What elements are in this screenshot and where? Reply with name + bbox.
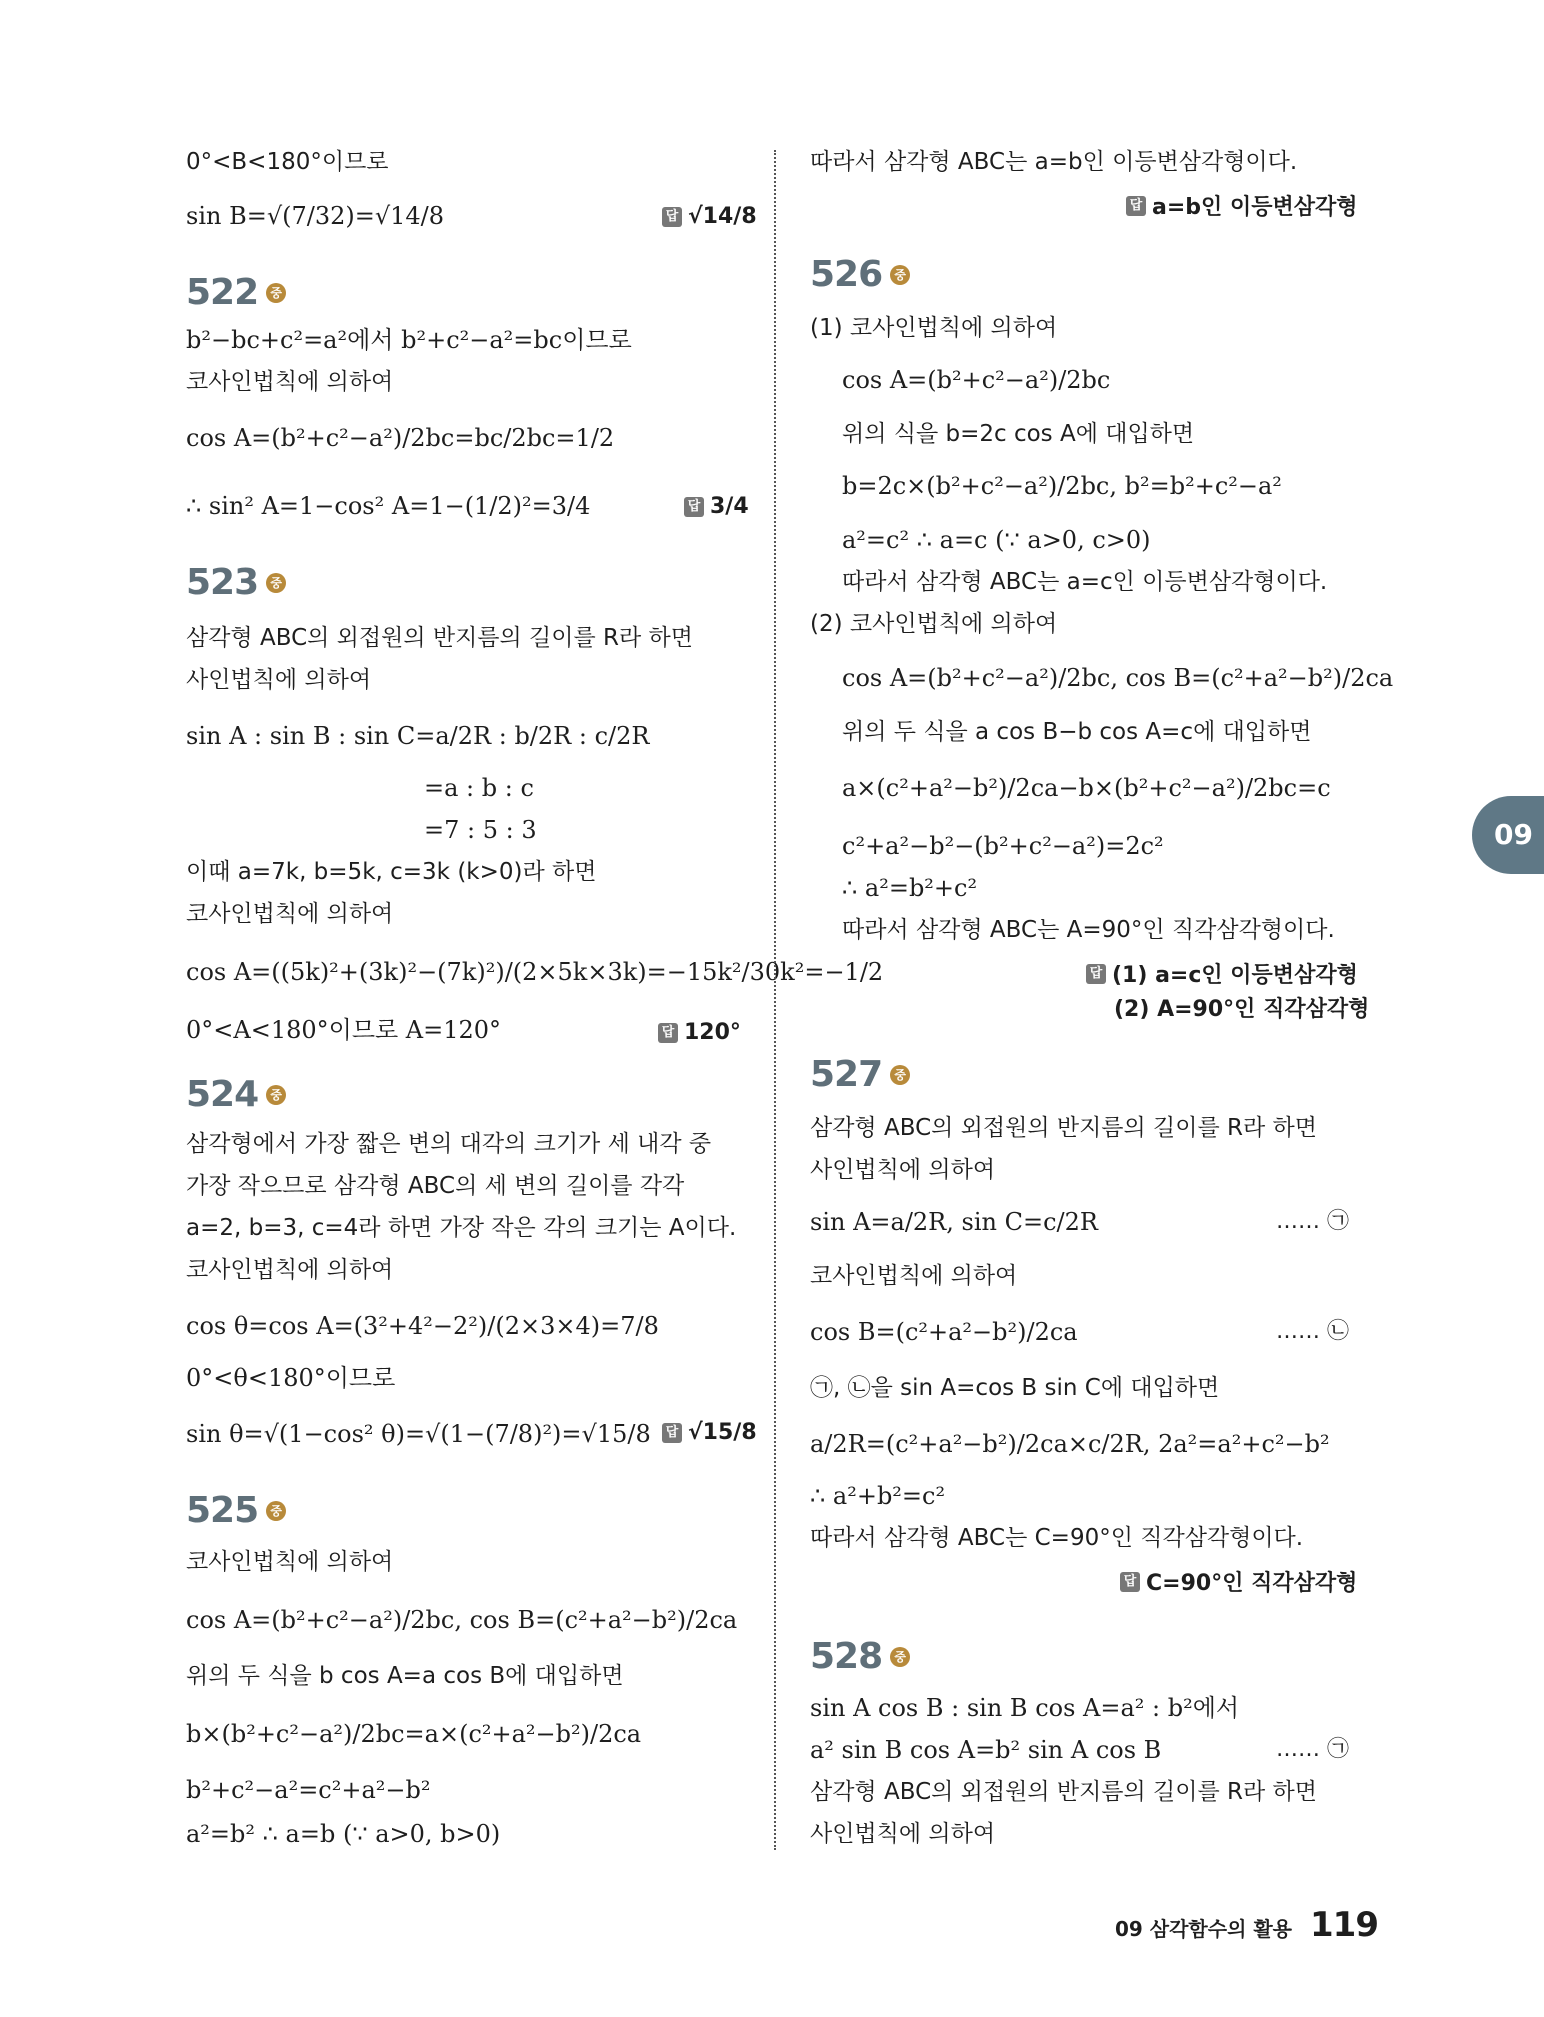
problem-number: 526 [810,254,883,295]
math-line: =7 : 5 : 3 [424,816,537,844]
answer-mark-icon: 답 [684,497,704,517]
math-line: a/2R=(c²+a²−b²)/2ca×c/2R, 2a²=a²+c²−b² [810,1430,1330,1458]
answer-text: √15/8 [688,1420,757,1445]
text-line: 사인법칙에 의하여 [810,1821,996,1847]
answer [1086,958,1358,989]
answer [1126,190,1357,221]
difficulty-badge: 중 [890,1647,910,1667]
problem-number: 527 [810,1054,883,1095]
answer-text: C=90°인 직각삼각형 [1146,1571,1358,1596]
text-line: 코사인법칙에 의하여 [186,1549,394,1575]
problem-header-526 [810,254,910,295]
equation-tag: …… ㉡ [1276,1319,1349,1344]
problem-header-524 [186,1074,286,1115]
answer [662,204,757,229]
chapter-title: 09 삼각함수의 활용 [1115,1917,1292,1941]
math-line: cos A=(b²+c²−a²)/2bc, cos B=(c²+a²−b²)/2ca [186,1606,738,1634]
problem-header-527 [810,1054,910,1095]
math-line: cos A=(b²+c²−a²)/2bc [842,366,1111,394]
text-line: 위의 두 식을 b cos A=a cos B에 대입하면 [186,1663,624,1689]
math-line: =a : b : c [424,774,534,802]
math-line: b=2c×(b²+c²−a²)/2bc, b²=b²+c²−a² [842,472,1282,500]
problem-header-525 [186,1490,286,1531]
math-line: a²=c² ∴ a=c (∵ a>0, c>0) [842,526,1151,554]
difficulty-badge: 중 [890,265,910,285]
text-line: 삼각형에서 가장 짧은 변의 대각의 크기가 세 내각 중 [186,1131,712,1157]
text-line: 따라서 삼각형 ABC는 a=c인 이등변삼각형이다. [842,569,1328,595]
answer-mark-icon: 답 [1120,1572,1140,1592]
math-line: sin θ=√(1−cos² θ)=√(1−(7/8)²)=√15/8 [186,1420,651,1448]
problem-header-528 [810,1636,910,1677]
answer-mark-icon: 답 [662,207,682,227]
text-line: 코사인법칙에 의하여 [810,1263,1018,1289]
text-line: (1) 코사인법칙에 의하여 [810,315,1058,341]
text-line: 따라서 삼각형 ABC는 a=b인 이등변삼각형이다. [810,149,1298,175]
math-line: 0°<θ<180°이므로 [186,1364,396,1392]
answer-mark-icon: 답 [662,1423,682,1443]
text-line: 삼각형 ABC의 외접원의 반지름의 길이를 R라 하면 [810,1115,1317,1141]
math-line: sin B=√(7/32)=√14/8 [186,202,445,230]
answer [1114,992,1369,1023]
problem-number: 525 [186,1490,259,1531]
text-line: 위의 두 식을 a cos B−b cos A=c에 대입하면 [842,719,1312,745]
problem-number: 524 [186,1074,259,1115]
answer [684,494,749,519]
math-line: c²+a²−b²−(b²+c²−a²)=2c² [842,832,1164,860]
math-line: sin A=a/2R, sin C=c/2R [810,1208,1098,1236]
math-line: b×(b²+c²−a²)/2bc=a×(c²+a²−b²)/2ca [186,1720,642,1748]
text-line: 이때 a=7k, b=5k, c=3k (k>0)라 하면 [186,859,597,885]
answer-text: (1) a=c인 이등변삼각형 [1112,963,1358,988]
math-line: cos θ=cos A=(3²+4²−2²)/(2×3×4)=7/8 [186,1312,659,1340]
math-line: cos A=((5k)²+(3k)²−(7k)²)/(2×5k×3k)=−15k²/30k²=−1/2 [186,958,884,986]
answer [658,1020,741,1045]
math-line: b²+c²−a²=c²+a²−b² [186,1776,431,1804]
math-line: b²−bc+c²=a²에서 b²+c²−a²=bc이므로 [186,326,632,354]
right-column [810,0,1394,2017]
math-line: sin A cos B : sin B cos A=a² : b²에서 [810,1694,1240,1722]
text-line: 코사인법칙에 의하여 [186,369,394,395]
math-line: a×(c²+a²−b²)/2ca−b×(b²+c²−a²)/2bc=c [842,774,1331,802]
problem-number: 523 [186,562,259,603]
math-line: cos A=(b²+c²−a²)/2bc, cos B=(c²+a²−b²)/2ca [842,664,1394,692]
answer-mark-icon: 답 [1126,196,1146,216]
problem-header-523 [186,562,286,603]
math-line: a²=b² ∴ a=b (∵ a>0, b>0) [186,1820,501,1848]
text-line: (2) 코사인법칙에 의하여 [810,611,1058,637]
answer [1120,1566,1357,1597]
text-line: 삼각형 ABC의 외접원의 반지름의 길이를 R라 하면 [186,625,693,651]
math-line: a² sin B cos A=b² sin A cos B [810,1736,1162,1764]
answer-mark-icon: 답 [658,1023,678,1043]
math-line: cos A=(b²+c²−a²)/2bc=bc/2bc=1/2 [186,424,615,452]
math-line: ∴ a²=b²+c² [842,874,978,902]
text-line: 위의 식을 b=2c cos A에 대입하면 [842,421,1195,447]
text-line: 코사인법칙에 의하여 [186,901,394,927]
answer-text: 120° [684,1020,741,1045]
text-line: 사인법칙에 의하여 [186,667,372,693]
problem-number: 522 [186,272,259,313]
page-footer [1115,1905,1378,1945]
difficulty-badge: 중 [266,1501,286,1521]
text-line: 가장 작으므로 삼각형 ABC의 세 변의 길이를 각각 [186,1173,685,1199]
text-line: 따라서 삼각형 ABC는 A=90°인 직각삼각형이다. [842,917,1335,943]
difficulty-badge: 중 [266,573,286,593]
difficulty-badge: 중 [890,1065,910,1085]
math-line: cos B=(c²+a²−b²)/2ca [810,1318,1078,1346]
text-line: 따라서 삼각형 ABC는 C=90°인 직각삼각형이다. [810,1525,1304,1551]
math-line: ∴ a²+b²=c² [810,1482,946,1510]
text-line: 코사인법칙에 의하여 [186,1257,394,1283]
math-line: sin A : sin B : sin C=a/2R : b/2R : c/2R [186,722,650,750]
text-line: ㉠, ㉡을 sin A=cos B sin C에 대입하면 [810,1375,1220,1401]
answer-text: 3/4 [710,494,749,519]
equation-tag: …… ㉠ [1276,1209,1349,1234]
math-line: 0°<A<180°이므로 A=120° [186,1016,502,1044]
problem-header-522 [186,272,286,313]
page-number: 119 [1310,1905,1378,1945]
column-divider [774,150,776,1850]
answer-text: √14/8 [688,204,757,229]
answer-text: (2) A=90°인 직각삼각형 [1114,997,1370,1022]
problem-number: 528 [810,1636,883,1677]
answer-mark-icon: 답 [1086,964,1106,984]
equation-tag: …… ㉠ [1276,1737,1349,1762]
chapter-side-tab: 09 [1472,796,1544,874]
math-line: ∴ sin² A=1−cos² A=1−(1/2)²=3/4 [186,492,591,520]
text-line: 0°<B<180°이므로 [186,149,389,175]
difficulty-badge: 중 [266,1085,286,1105]
text-line: 삼각형 ABC의 외접원의 반지름의 길이를 R라 하면 [810,1779,1317,1805]
answer [662,1420,757,1445]
text-line: 사인법칙에 의하여 [810,1157,996,1183]
answer-text: a=b인 이등변삼각형 [1152,195,1358,220]
difficulty-badge: 중 [266,283,286,303]
text-line: a=2, b=3, c=4라 하면 가장 작은 각의 크기는 A이다. [186,1215,737,1241]
